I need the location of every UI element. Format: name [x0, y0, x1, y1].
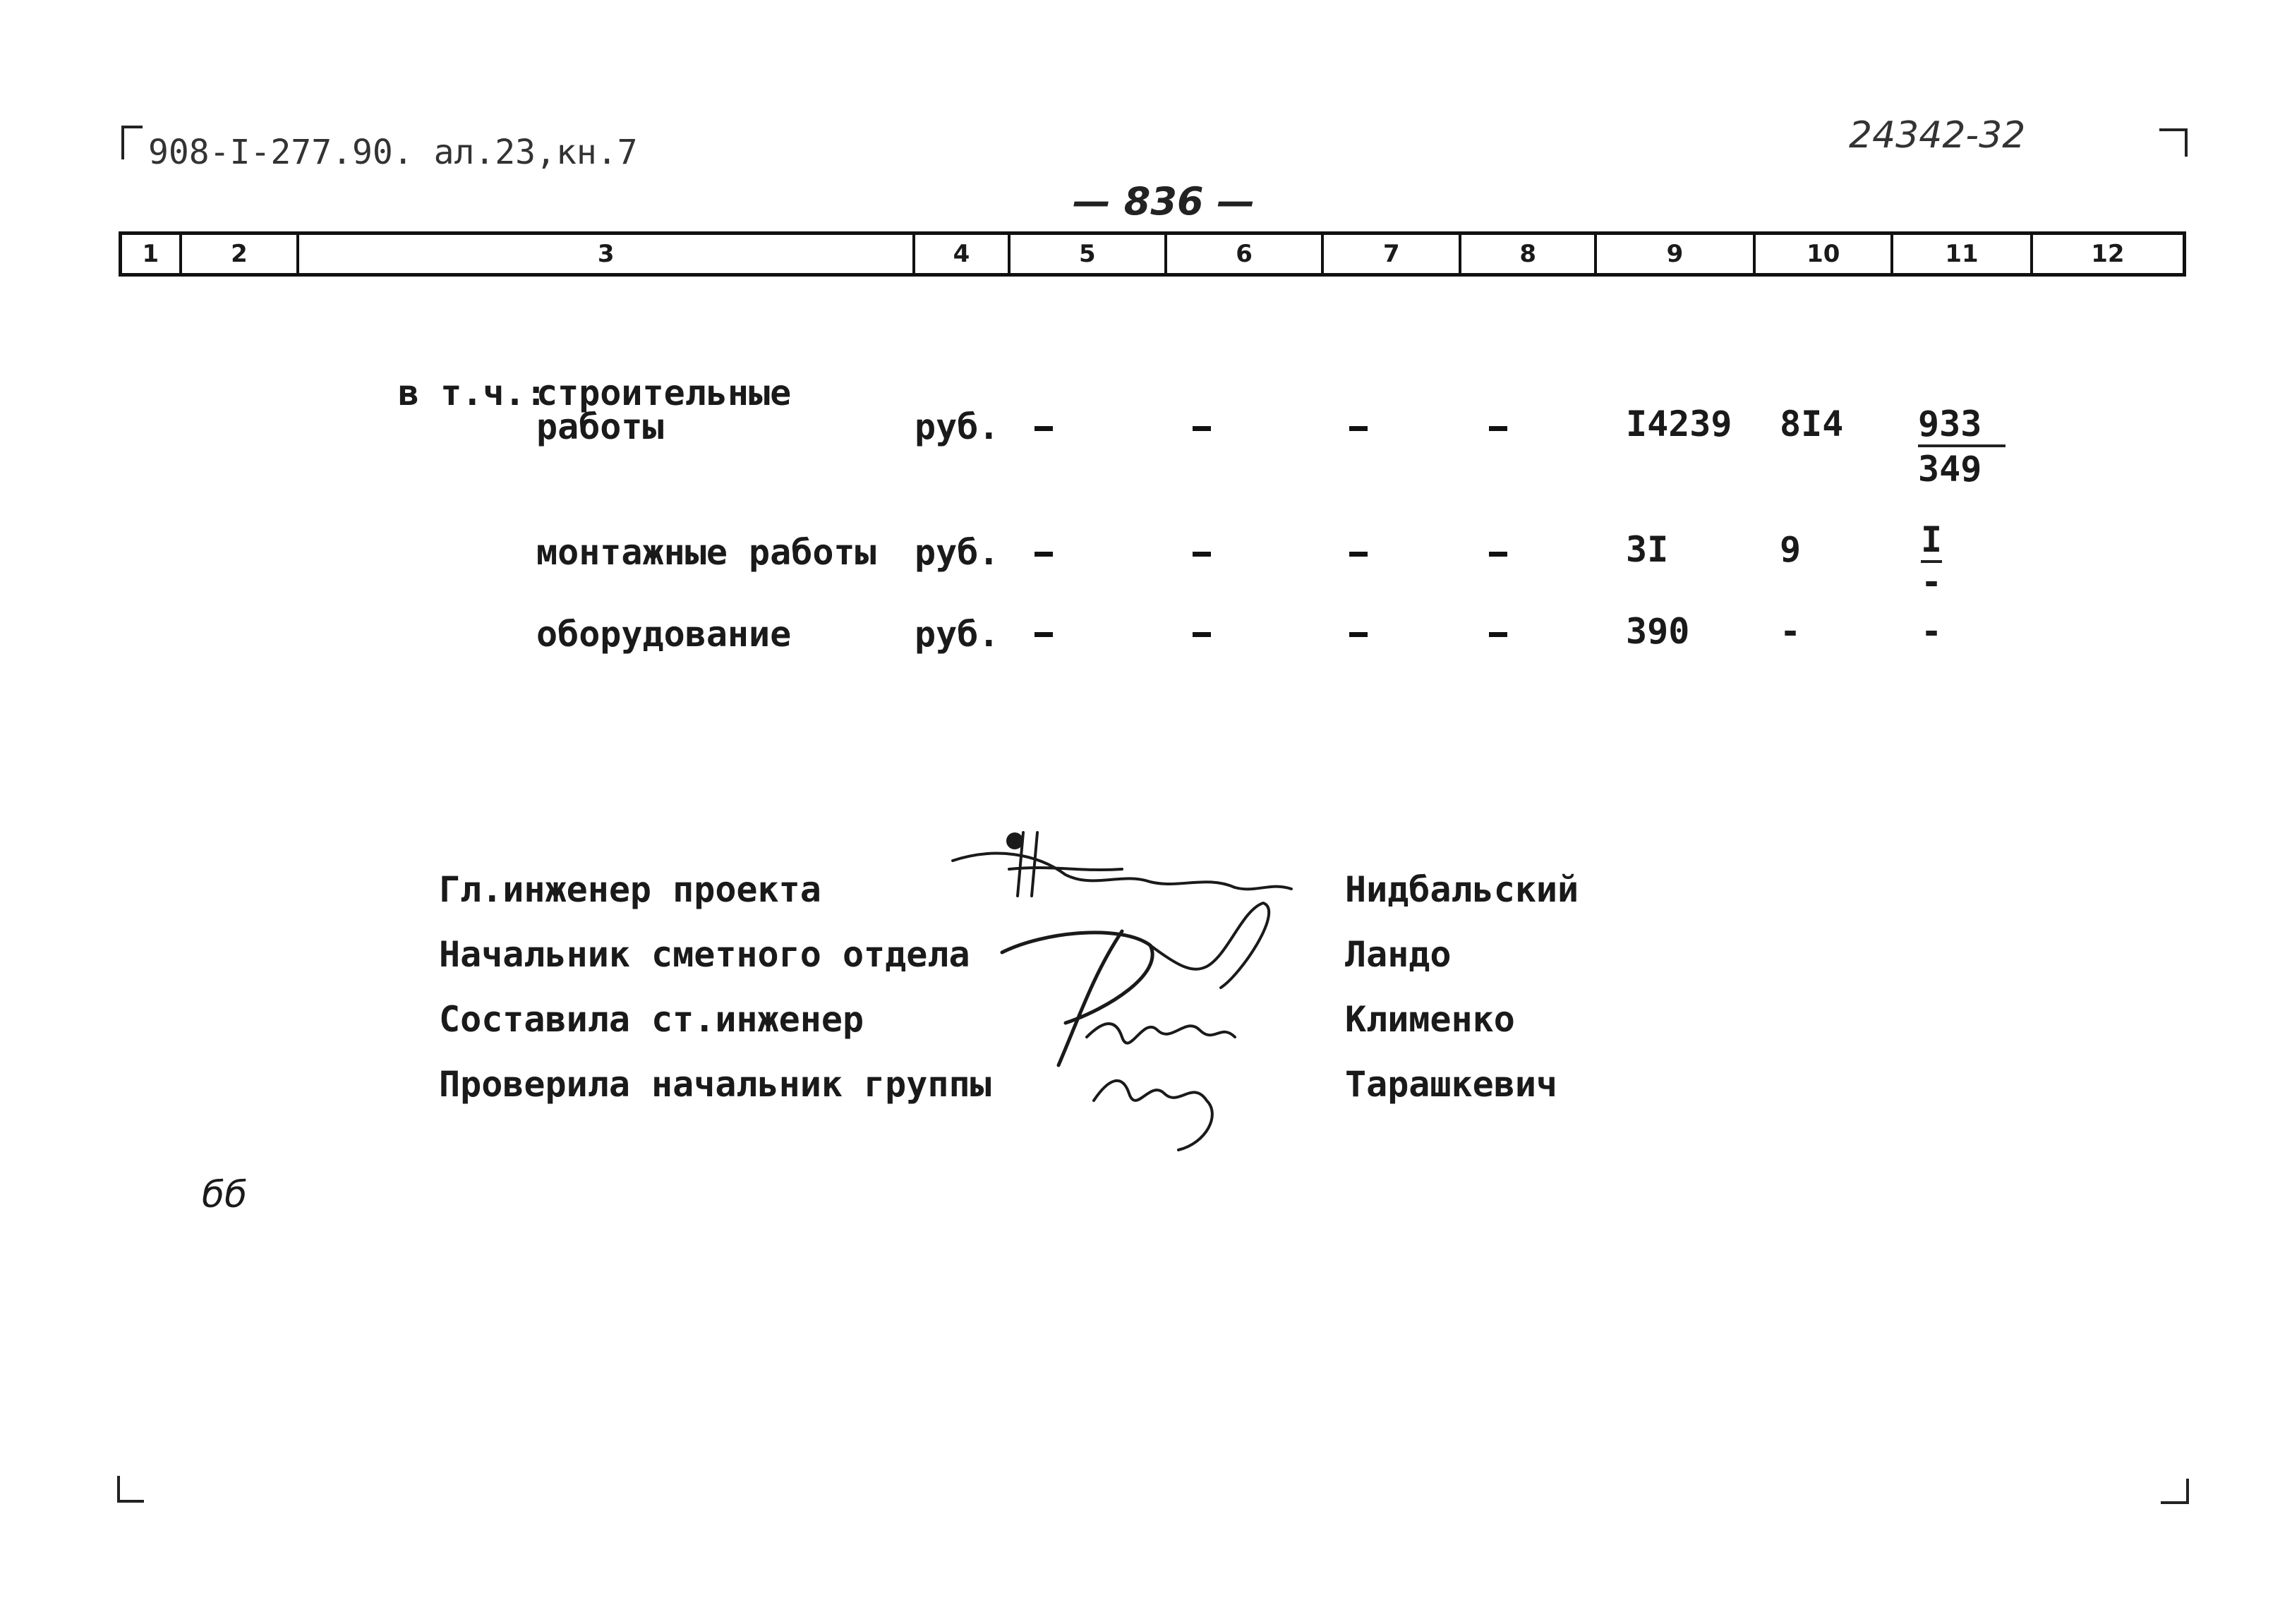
column-number: 6 [1167, 235, 1324, 273]
signatory-role: Составила ст.инженер [439, 999, 864, 1040]
cell-dash [1193, 632, 1211, 637]
column-number: 12 [2091, 240, 2125, 268]
footer-mark: бб [202, 1174, 248, 1216]
cell-col10: - [1780, 611, 1802, 652]
document-code: 908-I-277.90. ал.23,кн.7 [148, 133, 638, 172]
cell-dash [1193, 426, 1211, 431]
cell-col9: 3I [1626, 529, 1669, 570]
corner-mark-bottom-right [2161, 1479, 2189, 1504]
cell-col11-bottom: 349 [1918, 449, 1982, 490]
column-number: 4 [915, 235, 1011, 273]
signatory-name: Клименко [1345, 999, 1515, 1040]
row-unit: руб. [915, 614, 1000, 655]
page-number: — 836 — [1073, 179, 1255, 224]
cell-dash [1489, 426, 1507, 431]
cell-col10: 8I4 [1780, 404, 1844, 444]
cell-dash [1035, 632, 1053, 637]
cell-dash [1035, 552, 1053, 557]
signatory-name: Тарашкевич [1345, 1064, 1558, 1105]
row-prefix: в т.ч.: [398, 372, 547, 413]
corner-mark-top-right [2159, 128, 2188, 157]
cell-col10: 9 [1780, 529, 1802, 570]
signatory-role: Проверила начальник группы [439, 1064, 991, 1105]
column-number: 3 [299, 235, 915, 273]
row-name: оборудование [536, 614, 792, 655]
column-number: 7 [1324, 235, 1461, 273]
handwritten-signatures [939, 804, 1334, 1157]
column-number: 2 [182, 235, 299, 273]
column-number: 10 [1756, 235, 1893, 273]
cell-dash [1349, 552, 1368, 557]
column-number: 11 [1893, 235, 2032, 273]
cell-dash [1349, 426, 1368, 431]
cell-col11-top: I [1921, 519, 1942, 563]
signatory-role: Начальник сметного отдела [439, 934, 970, 975]
signatory-name: Нидбальский [1345, 869, 1579, 910]
cell-dash [1193, 552, 1211, 557]
column-number: 1 [122, 235, 182, 273]
cell-dash [1489, 632, 1507, 637]
cell-dash [1489, 552, 1507, 557]
cell-dash [1349, 632, 1368, 637]
column-number: 5 [1011, 235, 1167, 273]
cell-col9: I4239 [1626, 404, 1732, 444]
column-number-header [119, 231, 2186, 277]
cell-col11-bottom: - [1921, 562, 1943, 602]
row-name-continued: работы [536, 406, 664, 447]
signatory-name: Ландо [1345, 934, 1452, 975]
row-unit: руб. [915, 532, 1000, 573]
cell-col11-top: 933 [1918, 404, 2006, 447]
cell-col9: 390 [1626, 611, 1690, 652]
column-number: 8 [1461, 235, 1596, 273]
row-name: монтажные работы [536, 532, 876, 573]
cell-col11: - [1921, 611, 1943, 652]
cell-dash [1035, 426, 1053, 431]
archive-number: 24342-32 [1849, 114, 2026, 157]
corner-mark-bottom-left [117, 1476, 144, 1503]
row-unit: руб. [915, 406, 1000, 447]
signatory-role: Гл.инженер проекта [439, 869, 821, 910]
row-name: строительные [536, 372, 792, 413]
column-number: 9 [1597, 235, 1756, 273]
corner-mark-top-left [121, 126, 143, 159]
